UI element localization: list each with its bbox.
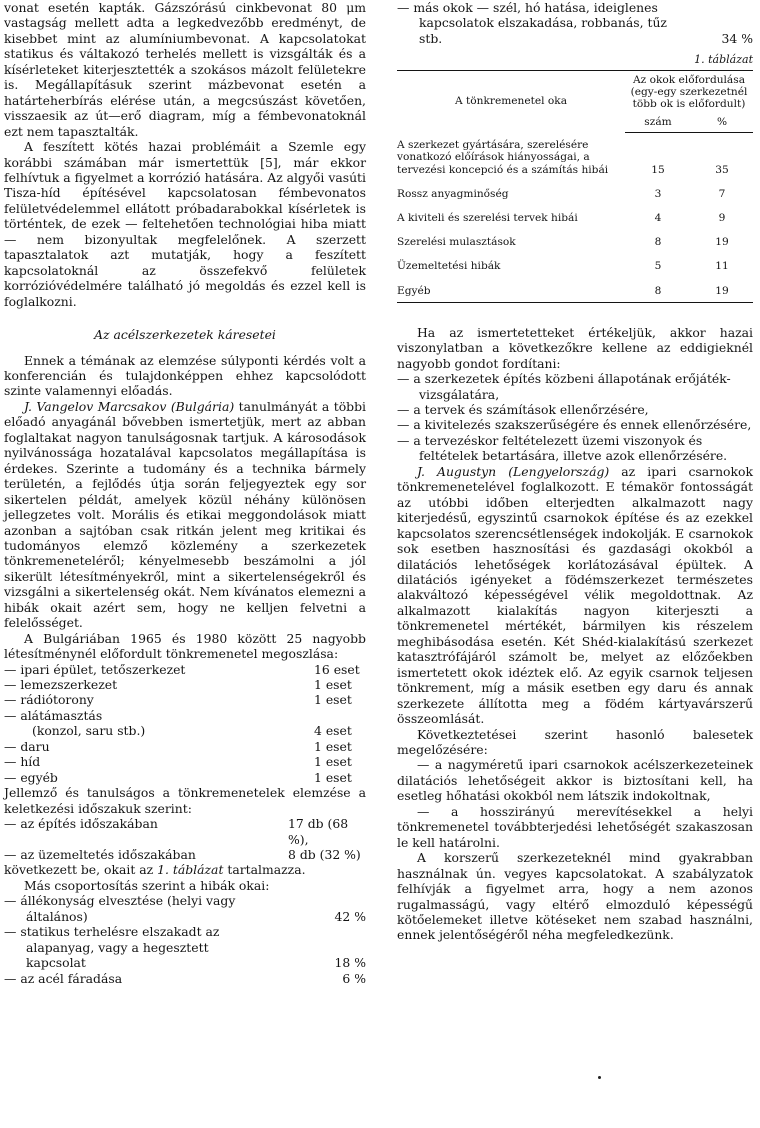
table-caption: 1. táblázat: [694, 53, 753, 67]
table-row: Rossz anyagminőség 3 7: [397, 187, 726, 200]
author-vangelov: J. Vangelov Marcsakov (Bulgária): [24, 398, 235, 414]
left-column: [4, 0, 366, 986]
list-item: — ipari épület, tetőszerkezet 16 eset: [4, 661, 360, 677]
recommendations-list: [397, 371, 753, 464]
column-header-occurrence: Az okok előfordulása (egy-egy szerkezetnél több ok is előfordult): [625, 70, 753, 113]
print-speck: [598, 1076, 601, 1079]
paragraph-table-reference: következett be, okait az 1. táblázat tartalmazza.: [4, 862, 306, 878]
table-row: A szerkezet gyártására, szerelésére vonatkozó előírások hiányosságai, a tervezési koncepció és a számítás hibái 15 35: [397, 139, 729, 176]
list-item: — az acél fáradása 6 %: [4, 970, 366, 986]
author-augustyn: J. Augustyn (Lengyelország): [417, 463, 610, 479]
list-item: — a kivitelezés szakszerűségére és ennek ellenőrzésére,: [397, 417, 752, 433]
paragraph-conclusions: Következtetései szerint hasonló balesetek megelőzésére:: [397, 726, 753, 757]
paragraph-other-grouping: Más csoportosítás szerint a hibák okai:: [24, 877, 270, 893]
paragraph-coating-results: vonat esetén kapták. Gázszórású cinkbevonat 80 μm vastagság mellett adta a legkedvezőbb eredményt, de kisebbet mint az alumíniumbevonat. A kapcsolatokat statikus és váltakozó terhelés mellett is vizsgálták és a kísérleteket kiterjesztették a szokásos mázolt felületekre is. Megállapításuk szerint mázbevonat esetén a határteherbírás elérése után, a megcsúszást követően, visszaesik az út—erő diagram, míg a fémbevonatoknál ezt nem tapasztalták.: [4, 0, 366, 139]
paragraph-evaluation: Ha az ismertetetteket értékeljük, akkor hazai viszonylatban a következőkre kellene az eddigieknél nagyobb gondot fordítani:: [397, 324, 753, 371]
list-item: — rádiótorony 1 eset: [4, 692, 352, 708]
list-item: — az üzemeltetés időszakában 8 db (32 %): [4, 847, 361, 863]
list-item: — más okok — szél, hó hatása, ideiglenes kapcsolatok elszakadása, robbanás, tűz stb. 34 %: [397, 0, 753, 46]
paragraph-vangelov: [4, 399, 366, 631]
paragraph-bracing: — a hosszirányú merevítésekkel a helyi tönkremenetel továbbterjedési lehetőségét szakaszosan le kell határolni.: [397, 803, 753, 850]
section-heading: Az acélszerkezetek káresetei: [94, 327, 276, 343]
table-row: Üzemeltetési hibák 5 11: [397, 260, 729, 273]
list-item: — a tervek és számítások ellenőrzésére,: [397, 402, 649, 418]
list-item: — a tervezéskor feltételezett üzemi viszonyok és feltételek betartására, illetve azok ellenőrzésére.: [397, 432, 728, 464]
list-item: — híd 1 eset: [4, 754, 352, 770]
list-item: (konzol, saru stb.) 4 eset: [32, 723, 352, 739]
list-item: — alátámasztás: [4, 707, 103, 723]
table-row: Szerelési mulasztások 8 19: [397, 236, 729, 249]
list-item: — lemezszerkezet 1 eset: [4, 677, 352, 693]
table-row: Egyéb 8 19: [397, 278, 753, 303]
paragraph-topic-intro: Ennek a témának az elemzése súlyponti kérdés volt a konferencián és tulajdonképpen ehhez kapcsolódott szinte valamennyi előadás.: [4, 352, 366, 399]
failure-causes-list: [4, 893, 366, 986]
paragraph-vangelov-text: tanulmányát a többi előadó anyagánál bővebben ismertetjük, mert az abban foglaltakat nagyon tanulságosnak tartjuk. A károsodások nyilvánossága hozatalával kapcsolatos megállapítása is érdekes. Szerinte a tudomány és a technika bármely területén, a fejlődés útja során feljegyeztek egy sor sikertelen példát, amelyek közül néhány különösen jellegzetes volt. Morális és etikai meggondolások miatt azonban a sajtóban csak ritkán jelent meg kritikai és tudományos elemző közlemény a szerkezetek tönkremeneteléről; kényelmesebb beszámolni a jól sikerült létesítményekről, mint a sikertelenségekről és vizsgálni a sikertelenség okát. Nem kívánatos elemezni a hibák okait azért sem, hogy ne kelljen felvetni a felelősséget.: [4, 398, 366, 631]
paragraph-dilatation: — a nagyméretű ipari csarnokok acélszerkezeteinek dilatációs lehetőségeit akkor is biztosítani kell, ha esetleg hőhatási okokból nem látszik indokoltnak,: [397, 757, 753, 804]
table-row: A kiviteli és szerelési tervek hibái 4 9: [397, 211, 726, 224]
column-header-count: szám: [625, 113, 691, 132]
list-item: — egyéb 1 eset: [4, 769, 352, 785]
list-item: — statikus terhelésre elszakadt az alapanyag, vagy a hegesztett kapcsolat 18 %: [4, 924, 366, 971]
list-item: — az építés időszakában 17 db (68 %),: [4, 816, 349, 847]
column-header-cause: A tönkremenetel oka: [397, 70, 625, 132]
table-reference: 1. táblázat: [157, 862, 224, 878]
list-item: — a szerkezetek építés közbeni állapotának erőjáték-vizsgálatára,: [397, 371, 731, 402]
column-header-percent: %: [691, 113, 753, 132]
list-item: — daru 1 eset: [4, 738, 352, 754]
failure-causes-table: [397, 70, 753, 303]
paragraph-augustyn-text: az ipari csarnokok tönkremenetelével foglalkozott. E témakör fontosságát az utóbbi időben elterjedten alkalmazott nagy kiterjedésű, egyszintű csarnokok építése és az ezekkel kapcsolatos szerencsétlenségek indokolják. E csarnokok sok esetben hasznosítási és gazdasági okokból a dilatációs lehetőségek korlátozásával épültek. A dilatációs igényeket a födémszerkezet természetes alakváltozó képességével vélik megoldottnak. Az alkalmazott kialakítás nagyon kiterjeszti a tönkremenetel mértékét, bármilyen kis részelem meghibásodása esetén. Két Shéd-kialakítású szerkezet katasztrófájáról számolt be, melyet az előzőekben ismertetett okok idéztek elő. Az egyik csarnok teljesen tönkrement, míg a másik esetben egy daru és annak szerkezete állította meg a födém kártyavárszerű összeomlását.: [397, 463, 753, 727]
paragraph-mixed-connections: A korszerű szerkezeteknél mind gyakrabban használnak ún. vegyes kapcsolatokat. A szabályzatok felhívják a figyelmet arra, hogy a nem azonos rugalmasságú, vagy eltérő elmozduló képességű kötőelemeket illetve kötéseket nem szabad használni, ennek jelentőségéről néha megfeledkezünk.: [397, 850, 753, 943]
paragraph-augustyn: [397, 464, 753, 727]
failure-by-structure-list: [4, 662, 366, 786]
failure-by-period-list: [4, 816, 366, 862]
paragraph-hungarian-problems: A feszített kötés hazai problémáit a Szemle egy korábbi számában már ismertettük [5], már ekkor felhívtuk a figyelmet a korrózió hatására. Az algyői vasúti Tisza-híd építésével kapcsolatosan fémbevonatos felületvédelemmel ellátott próbadarabokkal kísérletek is történtek, de ezek — feltehetően technológiai hiba miatt — nem bizonyultak megfelelőnek. A szerzett tapasztalatok azt mutatják, hogy a feszített kapcsolatoknál az összefekvő felületek korrózióvédelmére található jó megoldás és ezzel kell is foglalkozni.: [4, 139, 366, 309]
list-item: — állékonyság elvesztése (helyi vagy általános) 42 %: [4, 893, 366, 924]
paragraph-bulgaria-stats: A Bulgáriában 1965 és 1980 között 25 nagyobb létesítménynél előfordult tönkremenetel megoszlása:: [4, 630, 366, 662]
paragraph-period-analysis: Jellemző és tanulságos a tönkremenetelek elemzése a keletkezési időszakuk szerint:: [4, 785, 366, 816]
right-column: [397, 0, 753, 943]
